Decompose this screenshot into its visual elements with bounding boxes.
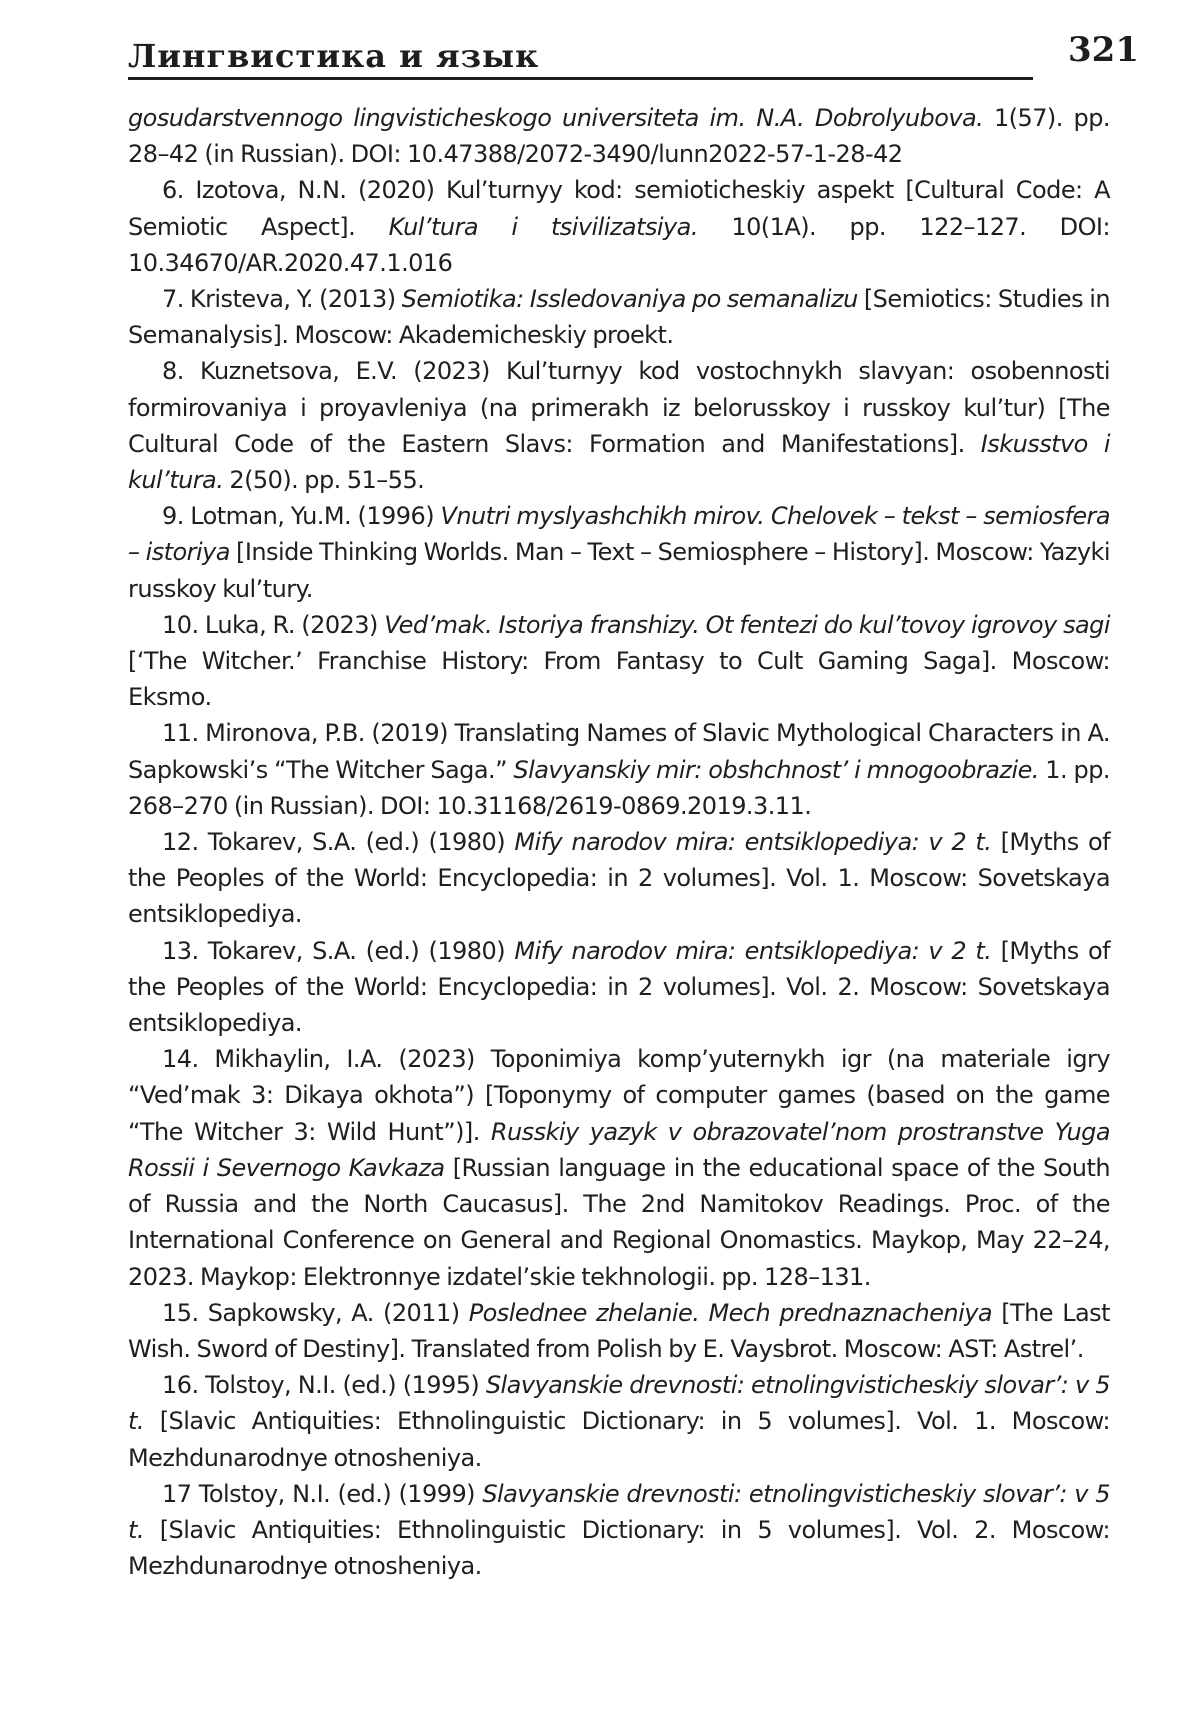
ref-segment: gosudarstvennogo lingvisticheskogo universiteta im. N.A. Dobrolyubova. xyxy=(128,104,984,132)
ref-segment: 11. Mironova, P.B. (2019) Translating Names of Slavic Mythological Characters in A. Sapkowski’s “The Witcher Saga.” xyxy=(128,719,1110,784)
reference-entry xyxy=(128,933,1110,1042)
ref-segment: 12. Tokarev, S.A. (ed.) (1980) xyxy=(162,828,515,857)
ref-segment: 14. Mikhaylin, I.A. (2023) Toponimiya komp’yuternykh igr (na materiale igry “Ved’mak 3: Dikaya okhota”) [Toponymy of computer games (based on the game “The Witcher 3: Wild Hunt”)]. xyxy=(128,1045,1110,1146)
ref-segment: Slavyanskiy mir: obshchnost’ i mnogoobrazie. xyxy=(513,755,1039,784)
ref-segment: 1. pp. 268–270 (in Russian). DOI: 10.31168/2619-0869.2019.3.11. xyxy=(128,755,1110,820)
section-title: Лингвистика и язык xyxy=(128,37,540,75)
ref-segment: [Myths of the Peoples of the World: Encyclopedia: in 2 volumes]. Vol. 1. Moscow: Sovetskaya entsiklopediya. xyxy=(128,828,1110,929)
reference-entry xyxy=(128,281,1110,353)
ref-segment: [Russian language in the educational space of the South of Russia and the North Caucasus]. The 2nd Namitokov Readings. Proc. of the International Conference on General and Regional Onomastics. Maykop, May 22–24, 2023. Maykop: Elektronnye izdatel’skie tekhnologii. pp. 128–131. xyxy=(128,1153,1110,1291)
ref-segment: Mify narodov mira: entsiklopediya: v 2 t. xyxy=(514,936,992,965)
ref-segment: [Myths of the Peoples of the World: Encyclopedia: in 2 volumes]. Vol. 2. Moscow: Sovetskaya entsiklopediya. xyxy=(128,936,1110,1038)
reference-entry xyxy=(128,498,1110,607)
reference-entry xyxy=(128,353,1110,498)
ref-segment: Iskusstvo i kul’tura. xyxy=(128,429,1110,495)
ref-segment: Slavyanskie drevnosti: etnolingvisticheskiy slovar’: v 5 t. xyxy=(128,1479,1110,1544)
reference-entry xyxy=(128,1041,1110,1294)
reference-entry xyxy=(128,1295,1110,1367)
ref-segment: 9. Lotman, Yu.M. (1996) xyxy=(162,502,441,531)
reference-entry xyxy=(128,607,1110,716)
ref-segment: 17 Tolstoy, N.I. (ed.) (1999) xyxy=(162,1479,483,1508)
ref-segment: [The Last Wish. Sword of Destiny]. Translated from Polish by E. Vaysbrot. Moscow: AST: Astrel’. xyxy=(128,1298,1110,1363)
ref-segment: Vnutri myslyashchikh mirov. Chelovek – tekst – semiosfera – istoriya xyxy=(128,502,1111,567)
ref-segment: 7. Kristeva, Y. (2013) xyxy=(162,285,402,314)
page-number: 321 xyxy=(1068,30,1139,70)
reference-entry xyxy=(128,824,1110,933)
ref-segment: [Inside Thinking Worlds. Man – Text – Semiosphere – History]. Moscow: Yazyki russkoy kul’tury. xyxy=(128,538,1111,603)
ref-segment: Semiotika: Issledovaniya po semanalizu xyxy=(401,285,858,314)
reference-list xyxy=(128,100,1110,1584)
ref-segment: 13. Tokarev, S.A. (ed.) (1980) xyxy=(162,936,515,965)
ref-segment: Slavyanskie drevnosti: etnolingvisticheskiy slovar’: v 5 t. xyxy=(128,1371,1110,1436)
ref-segment: Mify narodov mira: entsiklopediya: v 2 t. xyxy=(514,828,992,857)
reference-entry xyxy=(128,172,1110,281)
ref-segment: [‘The Witcher.’ Franchise History: From Fantasy to Cult Gaming Saga]. Moscow: Eksmo. xyxy=(128,647,1110,712)
ref-segment: 2(50). pp. 51–55. xyxy=(223,466,425,495)
ref-segment: 8. Kuznetsova, E.V. (2023) Kul’turnyy kod vostochnykh slavyan: osobennosti formirovaniya i proyavleniya (na primerakh iz belorusskoy i russkoy kul’tur) [The Cultural Code of the Eastern Slavs: Formation and Manifestations]. xyxy=(128,357,1110,458)
ref-segment: Ved’mak. Istoriya franshizy. Ot fentezi do kul’tovoy igrovoy sagi xyxy=(384,610,1110,639)
reference-entry xyxy=(128,1476,1110,1585)
ref-segment: [Semiotics: Studies in Semanalysis]. Moscow: Akademicheskiy proekt. xyxy=(128,285,1110,350)
header-rule xyxy=(128,77,1033,80)
ref-segment: 1(57). pp. 28–42 (in Russian). DOI: 10.47388/2072-3490/lunn2022-57-1-28-42 xyxy=(128,104,1110,169)
reference-entry xyxy=(128,100,1110,172)
ref-segment: 6. Izotova, N.N. (2020) Kul’turnyy kod: semioticheskiy aspekt [Cultural Code: A Semiotic Aspect]. xyxy=(128,176,1110,241)
ref-segment: [Slavic Antiquities: Ethnolinguistic Dictionary: in 5 volumes]. Vol. 1. Moscow: Mezhdunarodnye otnosheniya. xyxy=(128,1407,1110,1472)
ref-segment: 10. Luka, R. (2023) xyxy=(162,610,385,639)
ref-segment: Russkiy yazyk v obrazovatel’nom prostranstve Yuga Rossii i Severnogo Kavkaza xyxy=(128,1117,1110,1182)
reference-entry xyxy=(128,1367,1110,1476)
ref-segment: 15. Sapkowsky, A. (2011) xyxy=(162,1298,469,1327)
ref-segment: 16. Tolstoy, N.I. (ed.) (1995) xyxy=(162,1371,486,1400)
running-head xyxy=(128,28,1139,80)
ref-segment: [Slavic Antiquities: Ethnolinguistic Dictionary: in 5 volumes]. Vol. 2. Moscow: Mezhdunarodnye otnosheniya. xyxy=(128,1515,1110,1581)
ref-segment: Kul’tura i tsivilizatsiya. xyxy=(388,212,698,241)
ref-segment: 10(1A). pp. 122–127. DOI: 10.34670/AR.2020.47.1.016 xyxy=(128,212,1110,277)
reference-entry xyxy=(128,715,1110,824)
ref-segment: Poslednee zhelanie. Mech prednaznacheniya xyxy=(468,1298,993,1327)
